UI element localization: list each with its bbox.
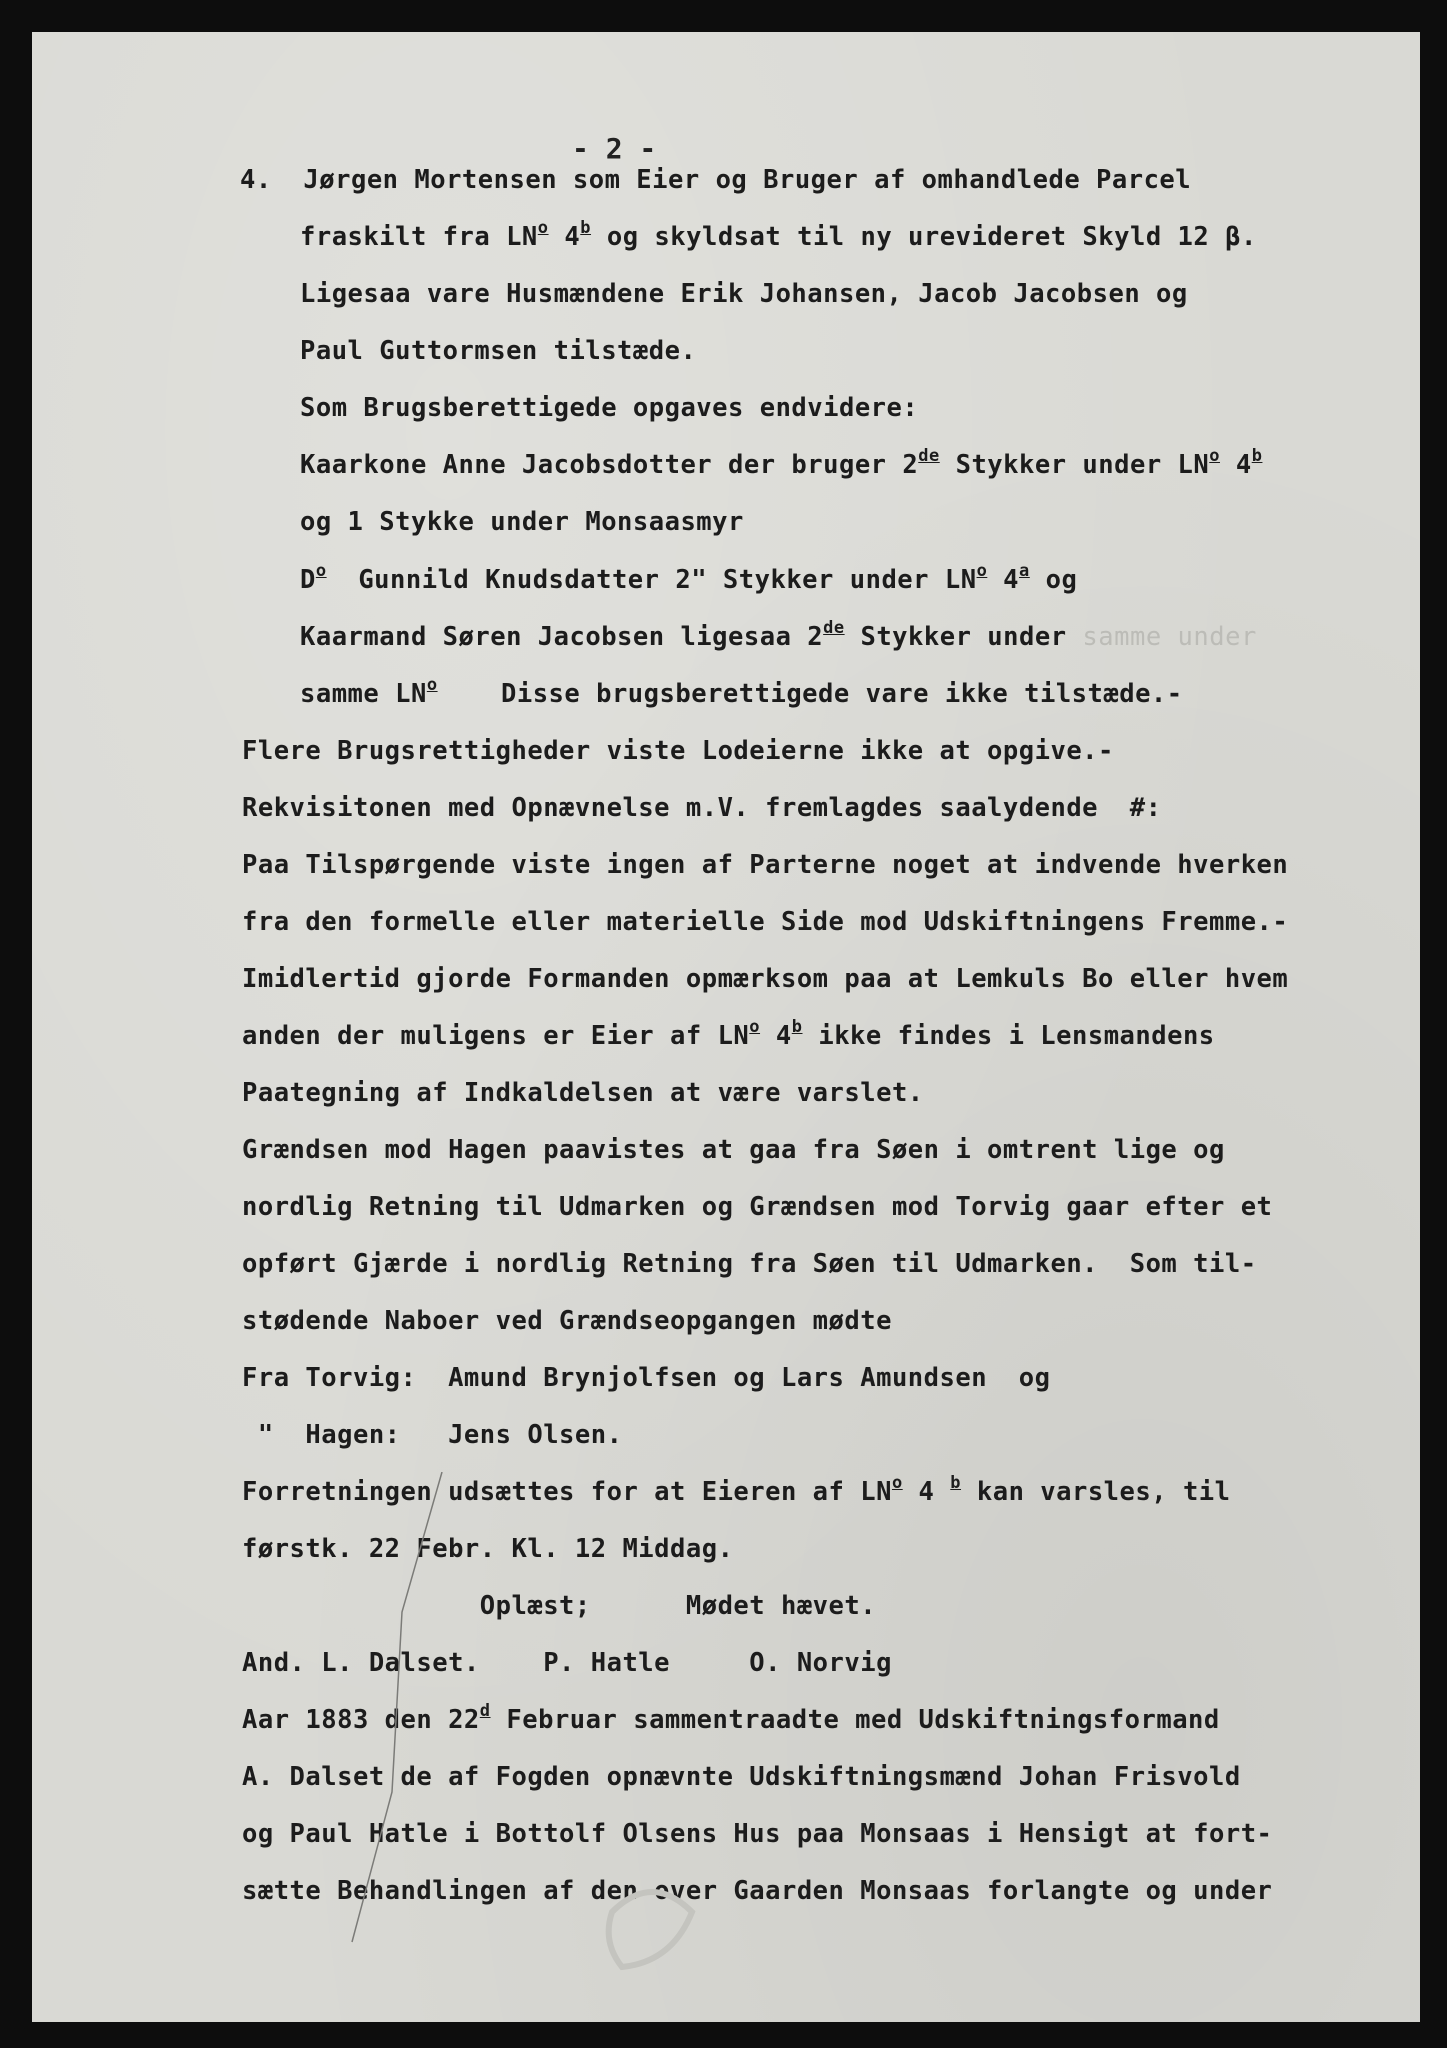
superscript: b bbox=[1251, 446, 1263, 466]
superscript: o bbox=[749, 1017, 761, 1037]
text-run: stødende Naboer ved Grændseopgangen mødte bbox=[242, 1306, 892, 1336]
text-run: Aar 1883 den 22 bbox=[242, 1705, 480, 1735]
text-run: 4 bbox=[902, 1477, 951, 1507]
text-run: samme under bbox=[1082, 622, 1257, 652]
text-run: Ligesaa vare Husmændene Erik Johansen, Jacob Jacobsen og bbox=[300, 279, 1188, 309]
text-run: Paul Guttormsen tilstæde. bbox=[300, 336, 697, 366]
text-run: kan varsles, til bbox=[961, 1477, 1231, 1507]
text-line bbox=[242, 1192, 1272, 1222]
text-run: Februar sammentraadte med Udskiftningsformand bbox=[490, 1705, 1220, 1735]
text-line bbox=[242, 964, 1288, 994]
text-run: og skyldsat til ny urevideret Skyld 12 β. bbox=[591, 222, 1257, 252]
text-run: Paategning af Indkaldelsen at være varslet. bbox=[242, 1078, 924, 1108]
text-run: og bbox=[1029, 565, 1078, 595]
text-run: Som Brugsberettigede opgaves endvidere: bbox=[300, 393, 919, 423]
superscript: o bbox=[537, 218, 549, 238]
superscript: b bbox=[791, 1017, 803, 1037]
superscript: b bbox=[580, 218, 592, 238]
text-run: Kaarkone Anne Jacobsdotter der bruger 2 bbox=[300, 450, 919, 480]
text-line bbox=[240, 165, 1191, 195]
text-run: " Hagen: Jens Olsen. bbox=[242, 1420, 623, 1450]
text-line bbox=[242, 850, 1288, 880]
superscript: d bbox=[479, 1701, 491, 1721]
text-line bbox=[300, 618, 1257, 652]
text-line bbox=[300, 507, 744, 537]
text-run: A. Dalset de af Fogden opnævnte Udskiftningsmænd Johan Frisvold bbox=[242, 1762, 1241, 1792]
superscript: o bbox=[1209, 446, 1220, 466]
text-run: Grændsen mod Hagen paavistes at gaa fra Søen i omtrent lige og bbox=[242, 1135, 1225, 1165]
text-run: nordlig Retning til Udmarken og Grændsen mod Torvig gaar efter et bbox=[242, 1192, 1273, 1222]
text-run: fraskilt fra LN bbox=[300, 222, 538, 252]
pencil-stroke-mark bbox=[332, 1472, 452, 1952]
text-line bbox=[300, 446, 1263, 480]
text-run: 4 bbox=[987, 565, 1020, 595]
text-run: Gunnild Knudsdatter 2" Stykker under LN bbox=[326, 565, 977, 595]
text-run: Kaarmand Søren Jacobsen ligesaa 2 bbox=[300, 622, 824, 652]
text-run: fra den formelle eller materielle Side mod Udskiftningens Fremme.- bbox=[242, 907, 1289, 937]
text-line bbox=[242, 907, 1288, 937]
text-run: og Paul Hatle i Bottolf Olsens Hus paa Monsaas i Hensigt at fort- bbox=[242, 1819, 1273, 1849]
text-run: 4 bbox=[760, 1021, 792, 1051]
document-page bbox=[32, 32, 1420, 2022]
superscript: a bbox=[1019, 561, 1030, 581]
text-line bbox=[242, 1249, 1257, 1279]
text-run: førstk. 22 Febr. Kl. 12 Middag. bbox=[242, 1534, 734, 1564]
text-run: Stykker under bbox=[844, 622, 1083, 652]
text-line bbox=[242, 1078, 924, 1108]
text-run: samme LN bbox=[300, 679, 427, 709]
text-run: anden der muligens er Eier af LN bbox=[242, 1021, 750, 1051]
text-run: D bbox=[300, 565, 316, 595]
text-run: Oplæst; Mødet hævet. bbox=[242, 1591, 877, 1621]
text-line bbox=[242, 1420, 622, 1450]
text-run: Flere Brugsrettigheder viste Lodeierne ikke at opgive.- bbox=[242, 736, 1114, 766]
text-line bbox=[242, 1363, 1050, 1393]
text-run: And. L. Dalset. P. Hatle O. Norvig bbox=[242, 1648, 892, 1678]
text-run: 4. Jørgen Mortensen som Eier og Bruger af omhandlede Parcel bbox=[240, 165, 1192, 195]
text-run: 4 bbox=[548, 222, 581, 252]
text-run: Paa Tilspørgende viste ingen af Parterne noget at indvende hverken bbox=[242, 850, 1289, 880]
superscript: o bbox=[315, 561, 327, 581]
superscript: de bbox=[823, 618, 845, 638]
superscript: o bbox=[976, 561, 988, 581]
superscript: o bbox=[426, 675, 438, 695]
page-number: - 2 - bbox=[572, 132, 657, 165]
text-run: ikke findes i Lensmandens bbox=[802, 1021, 1215, 1051]
text-run: opført Gjærde i nordlig Retning fra Søen til Udmarken. Som til- bbox=[242, 1249, 1257, 1279]
text-line bbox=[242, 1135, 1225, 1165]
text-run: Disse brugsberettigede vare ikke tilstæde.- bbox=[437, 679, 1183, 709]
faded-stamp-mark bbox=[592, 1872, 712, 1982]
text-run: 4 bbox=[1219, 450, 1252, 480]
text-line bbox=[242, 1306, 892, 1336]
text-line bbox=[300, 218, 1257, 252]
text-line bbox=[300, 279, 1188, 309]
superscript: de bbox=[918, 446, 940, 466]
text-line bbox=[242, 793, 1161, 823]
text-line bbox=[300, 675, 1183, 709]
text-run: Stykker under LN bbox=[939, 450, 1210, 480]
text-run: Forretningen udsættes for at Eieren af LN bbox=[242, 1477, 892, 1507]
superscript: b bbox=[950, 1473, 962, 1493]
text-run: Fra Torvig: Amund Brynjolfsen og Lars Amundsen og bbox=[242, 1363, 1051, 1393]
text-line bbox=[300, 561, 1078, 595]
text-line bbox=[300, 393, 918, 423]
superscript: o bbox=[891, 1473, 903, 1493]
text-run: Imidlertid gjorde Formanden opmærksom paa at Lemkuls Bo eller hvem bbox=[242, 964, 1289, 994]
text-line bbox=[242, 1534, 733, 1564]
text-run: Rekvisitonen med Opnævnelse m.V. fremlagdes saalydende #: bbox=[242, 793, 1162, 823]
text-line bbox=[242, 736, 1114, 766]
text-run: og 1 Stykke under Monsaasmyr bbox=[300, 507, 744, 537]
text-run: sætte Behandlingen af den over Gaarden Monsaas forlangte og under bbox=[242, 1876, 1273, 1906]
text-line bbox=[242, 1017, 1215, 1051]
text-line bbox=[300, 336, 696, 366]
